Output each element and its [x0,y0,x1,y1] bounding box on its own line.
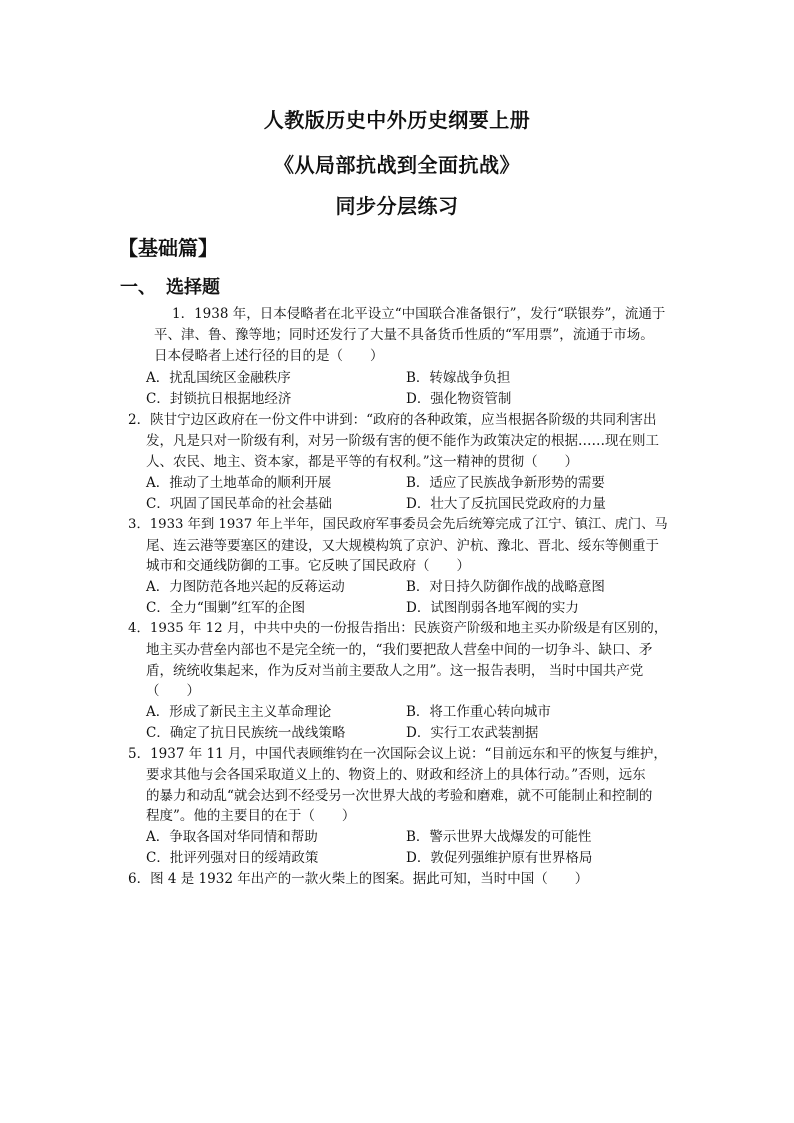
question-4-line-2: 地主买办营垒内部也不是完全统一的，“我们要把敌人营垒中间的一切争斗、缺口、矛 [146,642,653,658]
question-4-option-d[interactable]: D．实行工农武装割据 [406,725,539,741]
question-2-option-c[interactable]: C．巩固了国民革命的社会基础 [146,496,332,512]
question-4-option-a[interactable]: A．形成了新民主主义革命理论 [146,704,332,720]
question-1-option-c[interactable]: C．封锁抗日根据地经济 [146,391,292,407]
question-4-line-3: 盾，统统收集起来，作为反对当前主要敌人之用”。这一报告表明， 当时中国共产党 [146,663,644,679]
question-5-option-c[interactable]: C．批评列强对日的绥靖政策 [146,850,319,866]
question-2-line-2: 发，凡是只对一阶级有利，对另一阶级有害的便不能作为政策决定的根据……现在则工 [146,433,659,449]
question-1-option-a[interactable]: A．扰乱国统区金融秩序 [146,370,291,386]
question-3-line-2: 尾、连云港等要塞区的建设，又大规模构筑了京沪、沪杭、豫北、晋北、绥东等侧重于 [146,538,659,554]
question-4-line-1: 4．1935 年 12 月，中共中央的一份报告指出：民族资产阶级和地主买办阶级是有区别的， [128,621,668,636]
question-3-option-b[interactable]: B．对日持久防御作战的战略意图 [406,579,605,595]
question-5-line-2: 要求其他与会各国采取道义上的、物资上的、财政和经济上的具体行动。”否则，远东 [146,767,646,783]
section-heading: 【基础篇】 [118,236,218,260]
question-2-line-3: 人、农民、地主、资本家，都是平等的有权利。”这一精神的贯彻（ ） [146,454,579,470]
question-2-line-1: 2．陕甘宁边区政府在一份文件中讲到：“政府的各种政策，应当根据各阶级的共同利害出 [128,412,657,428]
subsection-label: 选择题 [166,277,220,298]
question-5-line-1: 5．1937 年 11 月，中国代表顾维钧在一次国际会议上说：“目前远东和平的恢复与维护， [128,746,667,762]
question-4-line-4: （ ） [146,683,200,699]
question-3-line-3: 城市和交通线防御的工事。它反映了国民政府（ ） [146,558,470,574]
question-1-line-3: 日本侵略者上述行径的目的是（ ） [154,348,384,364]
question-4-option-c[interactable]: C．确定了抗日民族统一战线策略 [146,725,346,741]
question-5-option-d[interactable]: D．敦促列强维护原有世界格局 [406,850,593,866]
question-3-option-a[interactable]: A．力图防范各地兴起的反蒋运动 [146,579,345,595]
subsection-number: 一、 [120,277,156,298]
question-5-option-b[interactable]: B．警示世界大战爆发的可能性 [406,829,592,845]
question-3-option-d[interactable]: D．试图削弱各地军阀的实力 [406,600,579,616]
question-1-line-2: 平、津、鲁、豫等地；同时还发行了大量不具备货币性质的“军用票”，流通于市场。 [154,327,654,343]
question-3-line-1: 3．1933 年到 1937 年上半年，国民政府军事委员会先后统筹完成了江宁、镇江、虎门、马 [128,517,668,532]
question-5-option-a[interactable]: A．争取各国对华同情和帮助 [146,829,318,845]
question-5-line-4: 程度”。他的主要目的在于（ ） [146,808,356,824]
question-2-option-d[interactable]: D．壮大了反抗国民党政府的力量 [406,496,606,512]
question-6-line-1: 6．图 4 是 1932 年出产的一款火柴上的图案。据此可知，当时中国（ ） [128,871,589,887]
question-2-option-b[interactable]: B．适应了民族战争新形势的需要 [406,475,605,491]
question-2-option-a[interactable]: A．推动了土地革命的顺利开展 [146,475,332,491]
question-1-option-d[interactable]: D．强化物资管制 [406,391,512,407]
exercise-title: 同步分层练习 [335,194,459,218]
question-1-option-b[interactable]: B．转嫁战争负担 [406,370,511,386]
question-4-option-b[interactable]: B．将工作重心转向城市 [406,704,551,720]
document-title: 人教版历史中外历史纲要上册 [263,108,531,132]
question-3-option-c[interactable]: C．全力“围剿”红军的企图 [146,600,306,616]
lesson-title: 《从局部抗战到全面抗战》 [274,153,520,177]
question-5-line-3: 的暴力和动乱“就会达到不经受另一次世界大战的考验和磨难，就不可能制止和控制的 [146,788,653,804]
subsection-heading [120,273,220,299]
question-1-line-1: 1．1938 年，日本侵略者在北平设立“中国联合准备银行”，发行“联银券”，流通于 [172,306,666,322]
